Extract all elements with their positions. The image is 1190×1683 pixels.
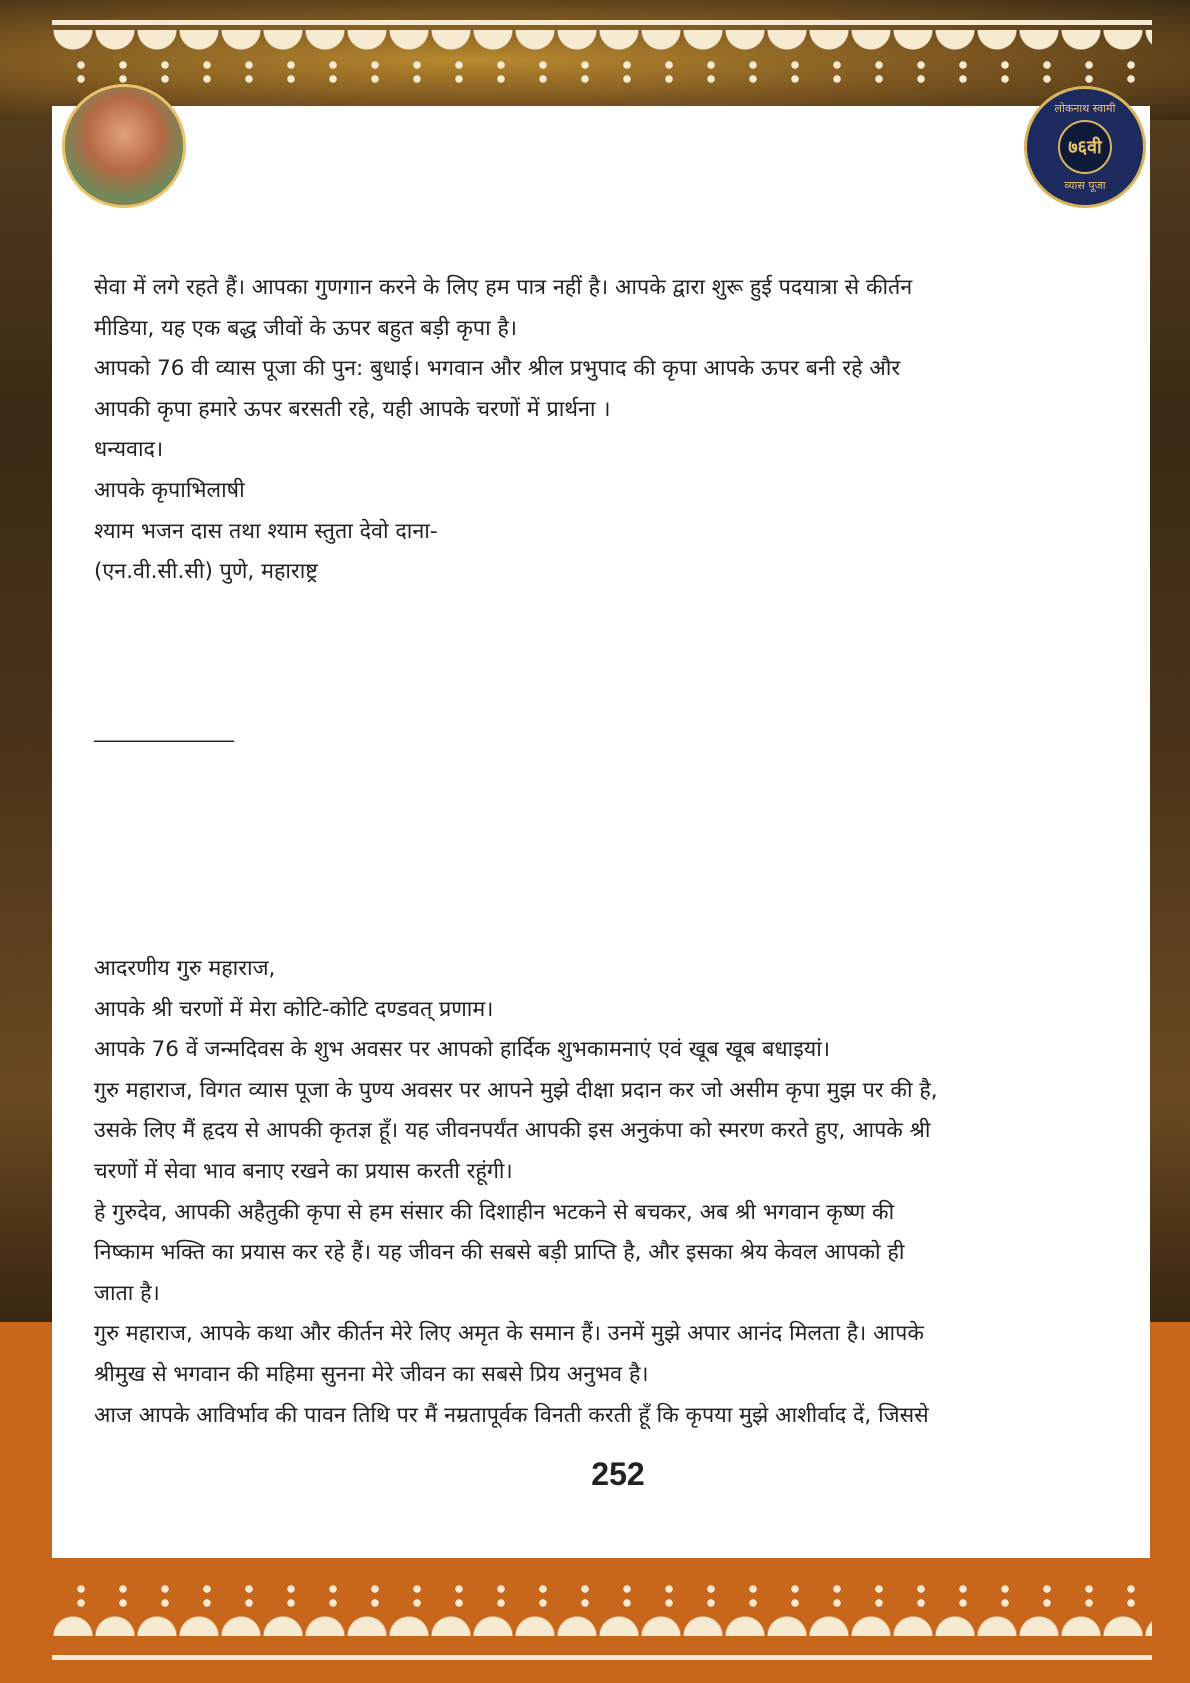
letter-2-line: आपके श्री चरणों में मेरा कोटि-कोटि दण्डवत् प्रणाम।: [94, 996, 494, 1022]
seal-bottom-text: व्यास पूजा: [1064, 179, 1106, 192]
letter-2-line: जाता है।: [94, 1280, 160, 1306]
bottom-dot-border: [60, 1582, 1150, 1610]
letter-2-line: हे गुरुदेव, आपकी अहैतुकी कृपा से हम संसार की दिशाहीन भटकने से बचकर, अब श्री भगवान कृष्ण की: [94, 1199, 895, 1225]
letter-1-line: आपकी कृपा हमारे ऊपर बरसती रहे, यही आपके चरणों में प्रार्थना ।: [94, 396, 611, 422]
letter-1-line: आपको 76 वी व्यास पूजा की पुन: बुधाई। भगवान और श्रील प्रभुपाद की कृपा आपके ऊपर बनी रहे और: [94, 356, 901, 382]
letter-2-line: आपके 76 वें जन्मदिवस के शुभ अवसर पर आपको हार्दिक शुभकामनाएं एवं खूब खूब बधाइयां।: [94, 1037, 830, 1063]
seal-top-text: लोकनाथ स्वामी: [1054, 102, 1116, 115]
top-border-line: [52, 20, 1152, 25]
letter-1-line: सेवा में लगे रहते हैं। आपका गुणगान करने के लिए हम पात्र नहीं है। आपके द्वारा शुरू हुई पदयात्रा से कीर्तन: [94, 275, 913, 300]
letter-1-line: श्याम भजन दास तथा श्याम स्तुता देवो दाना-: [94, 518, 438, 544]
letter-2-line: आदरणीय गुरु महाराज,: [94, 956, 276, 981]
letter-2-line: चरणों में सेवा भाव बनाए रखने का प्रयास करती रहूंगी।: [94, 1158, 513, 1184]
guru-portrait: [62, 84, 186, 208]
top-scallop-border: [52, 30, 1152, 56]
letter-1-line: (एन.वी.सी.सी) पुणे, महाराष्ट्र: [94, 559, 318, 585]
letter-2-line: उसके लिए मैं हृदय से आपकी कृतज्ञ हूँ। यह जीवनपर्यंत आपकी इस अनुकंपा को स्मरण करते हुए, आपके श्री: [94, 1118, 931, 1144]
letter-2-line: गुरु महाराज, आपके कथा और कीर्तन मेरे लिए अमृत के समान हैं। उनमें मुझे अपार आनंद मिलता है। आपके: [94, 1321, 924, 1347]
bottom-scallop-border: [52, 1610, 1152, 1636]
seal-number: ७६वी: [1058, 120, 1112, 174]
letter-2-line: निष्काम भक्ति का प्रयास कर रहे हैं। यह जीवन की सबसे बड़ी प्राप्ति है, और इसका श्रेय केवल आपको ही: [94, 1240, 905, 1266]
page-number: 252: [591, 1456, 645, 1492]
bottom-border-line: [52, 1655, 1152, 1660]
letter-2-line: गुरु महाराज, विगत व्यास पूजा के पुण्य अवसर पर आपने मुझे दीक्षा प्रदान कर जो असीम कृपा मुझ पर की है,: [94, 1077, 938, 1103]
letter-1-line: मीडिया, यह एक बद्ध जीवों के ऊपर बहुत बड़ी कृपा है।: [94, 315, 518, 341]
letter-1: [94, 268, 912, 593]
letter-1-line: आपके कृपाभिलाषी: [94, 477, 245, 503]
letter-1-line: धन्यवाद।: [94, 437, 164, 463]
vyasa-puja-seal-logo: [1024, 86, 1146, 208]
letter-2: [94, 949, 938, 1436]
letter-2-line: श्रीमुख से भगवान की महिमा सुनना मेरे जीवन का सबसे प्रिय अनुभव है।: [94, 1361, 649, 1387]
top-dot-border: [60, 58, 1150, 86]
separator-line: ______________: [94, 718, 234, 742]
letter-2-line: आज आपके आविर्भाव की पावन तिथि पर मैं नम्रतापूर्वक विनती करती हूँ कि कृपया मुझे आशीर्वाद दें, जिससे: [94, 1402, 929, 1428]
